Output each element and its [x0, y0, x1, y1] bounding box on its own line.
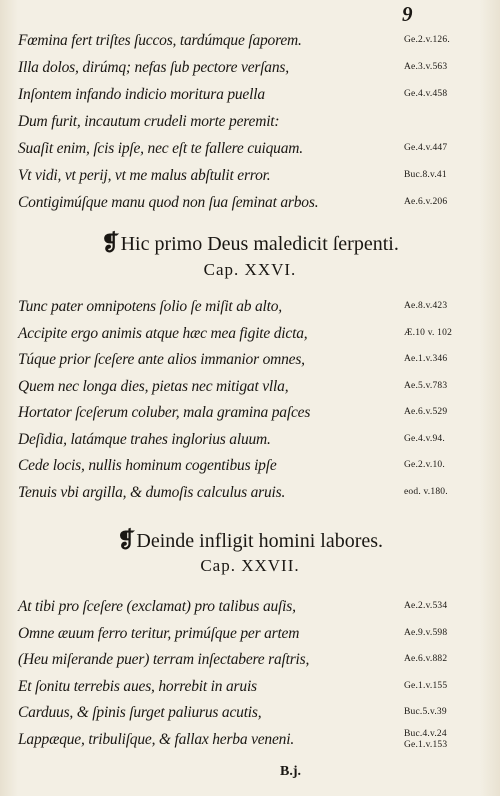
verse-text: Et ſonitu terrebis aues, horrebit in aruis [18, 677, 257, 695]
verse-text: Tunc pater omnipotens ſolio ſe miſit ab alto, [18, 298, 282, 315]
verse-line [0, 728, 500, 755]
verse-reference: Ge.4.v.447 [404, 143, 448, 153]
verse-line [0, 194, 500, 218]
verse-reference: Ae.8.v.423 [404, 301, 448, 311]
verse-line [0, 378, 500, 402]
verse-reference: Ge.2.v.126. [404, 35, 450, 45]
verse-reference: Ae.6.v.529 [404, 407, 448, 417]
verse-reference: Ge.1.v.155 [404, 680, 448, 691]
verse-line [0, 431, 500, 455]
heading-text: Hic primo Deus maledicit ſerpenti. [120, 233, 399, 255]
verse-text: Deſidia, latámque trahes inglorius aluum. [18, 430, 271, 448]
verse-reference: Ae.6.v.206 [404, 197, 448, 207]
verse-text: At tibi pro ſceſere (exclamat) pro talibus auſis, [18, 598, 296, 615]
pilcrow-icon: ❡ [101, 230, 120, 255]
verse-text: Contigimúſque manu quod non ſua ſeminat arbos. [18, 194, 319, 211]
verse-text: Illa dolos, dirúmq; nefas ſub pectore verſans, [18, 59, 289, 76]
verse-line [0, 484, 500, 508]
verse-line [0, 325, 500, 349]
verse-line [0, 625, 500, 649]
verse-line [0, 59, 500, 83]
verse-text: Túque prior ſceſere ante alios immanior omnes, [18, 351, 305, 368]
chapter-heading-27 [0, 527, 500, 553]
verse-line [0, 298, 500, 322]
verse-reference: Ae.9.v.598 [404, 627, 448, 638]
verse-reference: Ae.1.v.346 [404, 354, 448, 364]
verse-text: Tenuis vbi argilla, & dumoſis calculus aruis. [18, 483, 286, 501]
verse-line [0, 86, 500, 110]
page-number: 9 [402, 2, 413, 26]
verse-text: Fœmina fert triſtes ſuccos, tardúmque ſaporem. [18, 32, 302, 49]
verse-text: Omne æuum ferro teritur, primúſque per artem [18, 624, 300, 642]
verse-line [0, 404, 500, 428]
verse-text: Carduus, & ſpinis ſurget paliurus acutis, [18, 704, 262, 721]
verse-line [0, 167, 500, 191]
verse-reference: Buc.5.v.39 [404, 707, 447, 717]
verse-reference: Buc.8.v.41 [404, 170, 447, 180]
verse-reference: Ae.6.v.882 [404, 654, 448, 664]
verse-reference: Buc.4.v.24 [404, 728, 447, 739]
verse-line [0, 113, 500, 137]
verse-line [0, 457, 500, 481]
verse-text: Quem nec longa dies, pietas nec mitigat vlla, [18, 377, 289, 395]
chapter-number-27: Cap. XXVII. [200, 556, 300, 575]
signature-mark: B.j. [280, 764, 301, 779]
verse-reference: Ge.2.v.10. [404, 460, 445, 470]
verse-line [0, 704, 500, 728]
verse-text: Dum furit, incautum crudeli morte peremit: [18, 113, 280, 130]
verse-text: Hortator ſceſerum coluber, mala gramina paſces [18, 404, 311, 421]
verse-text: Cede locis, nullis hominum cogentibus ipſe [18, 457, 277, 474]
verse-text: Accipite ergo animis atque hæc mea figite dicta, [18, 324, 308, 342]
verse-reference: Ae.5.v.783 [404, 380, 448, 391]
verse-reference: Ae.2.v.534 [404, 601, 448, 611]
pilcrow-icon: ❡ [116, 527, 136, 552]
verse-reference: Ae.3.v.563 [404, 62, 448, 72]
verse-text: Inſontem infando indicio moritura puella [18, 86, 265, 103]
chapter-heading-26 [0, 230, 500, 256]
verse-reference: eod. v.180. [404, 486, 448, 497]
verse-reference-secondary: Ge.1.v.153 [404, 739, 448, 750]
verse-text: (Heu miſerande puer) terram inſectabere raſtris, [18, 651, 310, 668]
verse-line [0, 678, 500, 702]
verse-line [0, 32, 500, 56]
verse-text: Suaſit enim, ſcis ipſe, nec eſt te fallere cuiquam. [18, 140, 303, 157]
chapter-number-26: Cap. XXVI. [203, 260, 297, 279]
verse-reference: Æ.10 v. 102 [404, 327, 453, 338]
verse-line [0, 351, 500, 375]
verse-reference: Ge.4.v.458 [404, 89, 448, 99]
verse-line [0, 598, 500, 622]
verse-line [0, 651, 500, 675]
verse-line [0, 140, 500, 164]
verse-reference: Ge.4.v.94. [404, 433, 445, 444]
heading-text: Deinde infligit homini labores. [136, 530, 384, 552]
verse-text: Lappæque, tribuliſque, & fallax herba veneni. [18, 730, 294, 748]
verse-text: Vt vidi, vt perij, vt me malus abſtulit error. [18, 167, 271, 184]
